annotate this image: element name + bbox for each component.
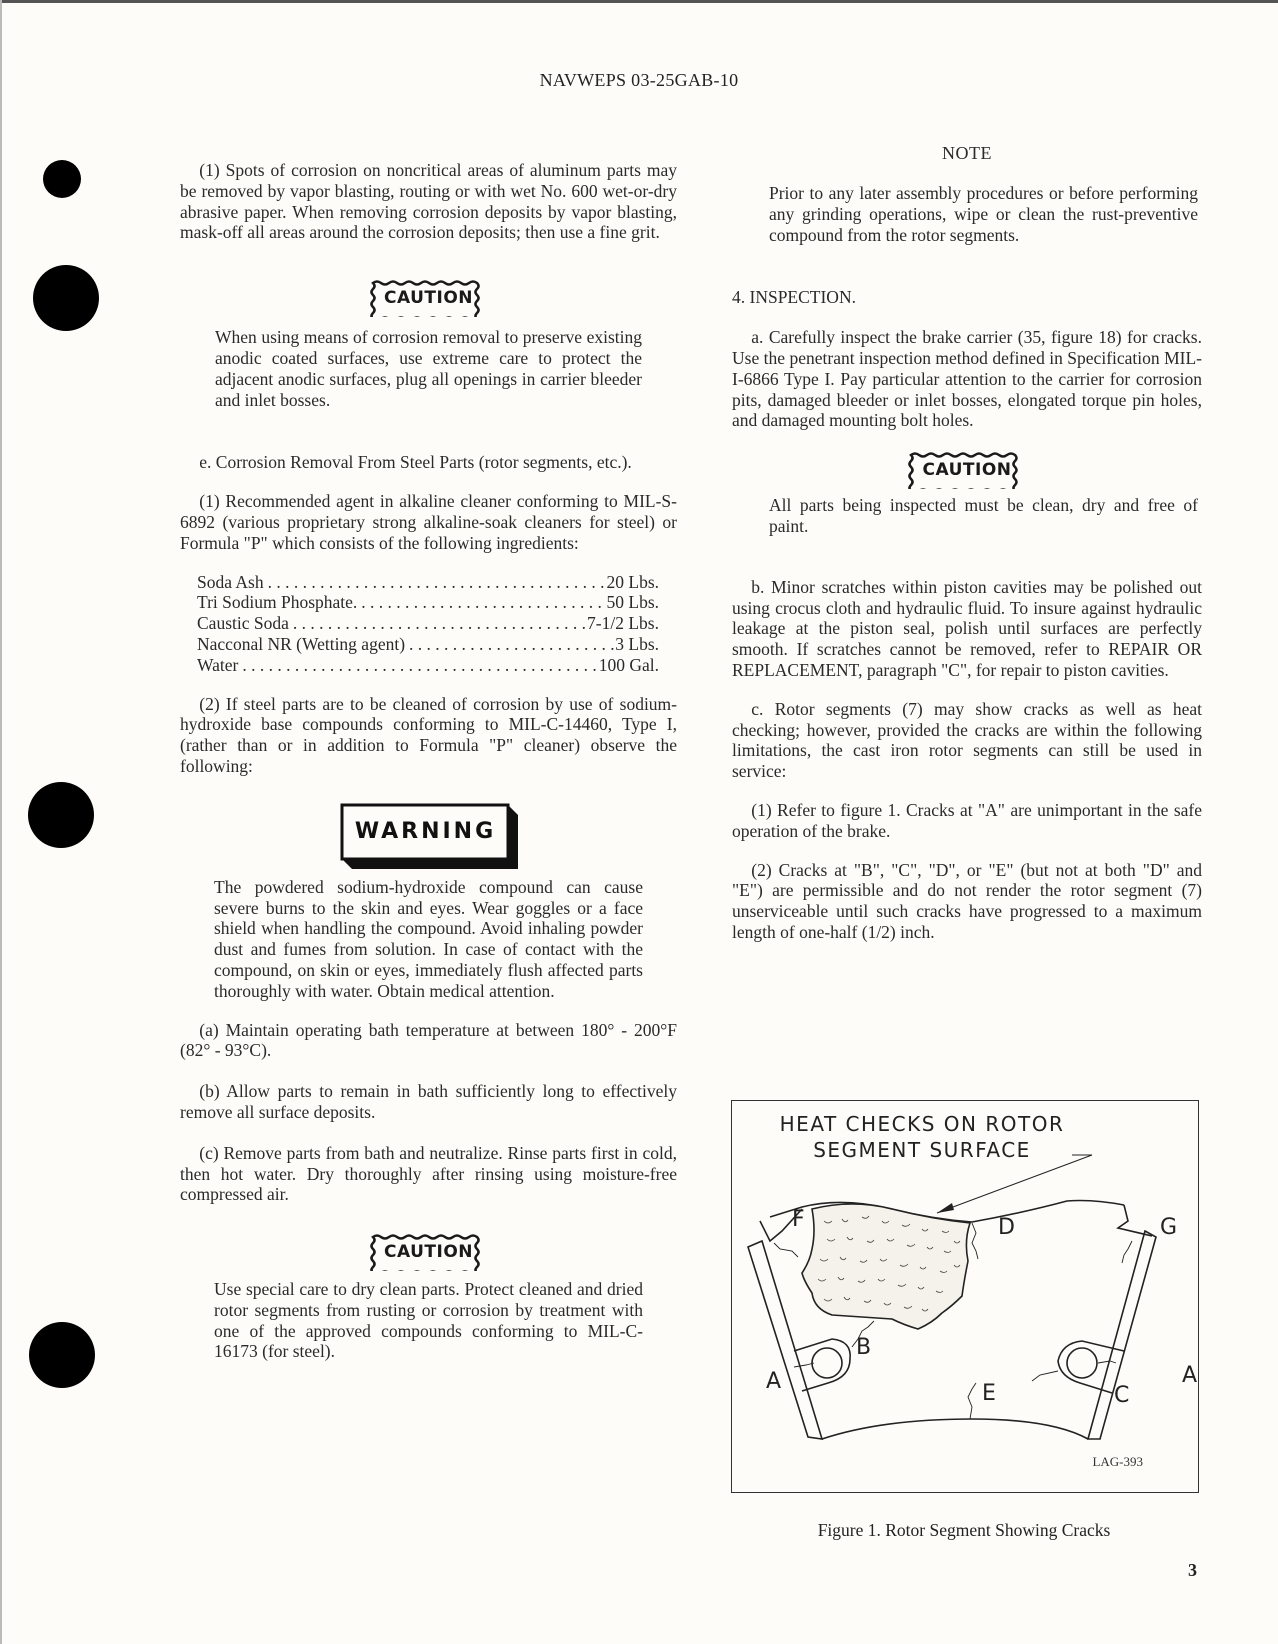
paragraph-brake-carrier: a. Carefully inspect the brake carrier (35, figure 18) for cracks. Use the penetrant inspection method defined in Specification MIL-I-6866 Type I. Pay particular attention to the carrier for corrosion pits, damaged bleeder or inlet bosses, elongated torque pin holes, and damaged mounting bolt holes. — [732, 327, 1202, 431]
caution-label: CAUTION — [383, 288, 473, 309]
rotor-segment-drawing-icon — [732, 1101, 1198, 1492]
ingredient-row: Water . . . 100 Gal. — [197, 655, 659, 676]
caution-badge — [369, 279, 489, 317]
left-column — [180, 160, 677, 1362]
caution-text-anodic: When using means of corrosion removal to preserve existing anodic coated surfaces, use extreme care to protect the adjacent anodic surfaces, plug all openings in carrier bleeder and inlet bosses. — [215, 327, 642, 410]
paragraph-cracks-a: (1) Refer to figure 1. Cracks at "A" are unimportant in the safe operation of the brake. — [732, 799, 1202, 841]
figure-label-f: F — [792, 1207, 805, 1232]
figure-label-a-right: A — [1182, 1363, 1198, 1388]
caution-badge — [907, 451, 1027, 489]
ingredient-row: Tri Sodium Phosphate. . . . 50 Lbs. — [197, 592, 659, 613]
paragraph-steel-corrosion-heading: e. Corrosion Removal From Steel Parts (rotor segments, etc.). — [199, 452, 632, 473]
caution-label: CAUTION — [922, 460, 1012, 481]
paragraph-bath-duration: (b) Allow parts to remain in bath sufficiently long to effectively remove all surface deposits. — [180, 1081, 677, 1122]
paragraph-bath-temperature: (a) Maintain operating bath temperature at between 180° - 200°F (82° - 93°C). — [180, 1019, 677, 1061]
caution-badge — [369, 1233, 489, 1271]
page-number: 3 — [1188, 1560, 1197, 1580]
figure-label-e: E — [982, 1381, 996, 1406]
binder-hole — [29, 1322, 95, 1388]
note-label: NOTE — [942, 143, 992, 163]
paragraph-piston-scratches: b. Minor scratches within piston cavities may be polished out using crocus cloth and hydraulic fluid. To insure against hydraulic leakage at the piston seal, polish until surfaces are perfectly smooth. If scratches cannot be removed, refer to REPAIR OR REPLACEMENT, paragraph "C", for repair to piston cavities. — [732, 576, 1202, 680]
right-column — [732, 143, 1202, 943]
ingredient-row: Caustic Soda . . . 7-1/2 Lbs. — [197, 613, 659, 634]
ingredient-row: Nacconal NR (Wetting agent) . . . 3 Lbs. — [197, 634, 659, 655]
binder-hole — [28, 782, 94, 848]
figure-label-d: D — [998, 1215, 1015, 1240]
caution-text-clean-parts: All parts being inspected must be clean, dry and free of paint. — [769, 495, 1198, 536]
caution-label: CAUTION — [383, 1242, 473, 1263]
scan-top-edge — [0, 0, 1278, 3]
caution-text-dry-clean: Use special care to dry clean parts. Protect cleaned and dried rotor segments from rusting or corrosion by treatment with one of the approved compounds conforming to MIL-C-16173 (for steel). — [214, 1279, 643, 1362]
figure-label-b: B — [856, 1335, 872, 1360]
figure-label-g: G — [1160, 1215, 1178, 1240]
scan-left-edge — [0, 0, 2, 1644]
paragraph-rotor-segments: c. Rotor segments (7) may show cracks as well as heat checking; however, provided the cracks are within the following limitations, the cast iron rotor segments can still be used in service: — [732, 698, 1202, 782]
figure-rotor-segment — [731, 1100, 1199, 1493]
paragraph-alkaline-cleaner: (1) Recommended agent in alkaline cleaner conforming to MIL-S-6892 (various proprietary strong alkaline-soak cleaners for steel) or Formula "P" which consists of the following ingredients: — [180, 491, 677, 553]
paragraph-cracks-bcde: (2) Cracks at "B", "C", "D", or "E" (but not at both "D" and "E") are permissible and do not render the rotor segment (7) unserviceable until such cracks have progressed to a maximum length of one-half (1/2) inch. — [732, 859, 1202, 942]
paragraph-sodium-hydroxide: (2) If steel parts are to be cleaned of corrosion by use of sodium-hydroxide base compounds conforming to MIL-C-14460, Type I, (rather than or in addition to Formula "P" cleaner) observe the following: — [180, 693, 677, 776]
section-heading-inspection: 4. INSPECTION. — [732, 287, 856, 308]
figure-caption: Figure 1. Rotor Segment Showing Cracks — [817, 1520, 1111, 1540]
figure-title: HEAT CHECKS ON ROTOR SEGMENT SURFACE — [779, 1112, 1065, 1162]
paragraph-rinse: (c) Remove parts from bath and neutralize. Rinse parts first in cold, then hot water. Dry thoroughly after rinsing using moisture-free compressed air. — [180, 1142, 677, 1205]
binder-hole — [43, 160, 81, 198]
figure-label-a-left: A — [766, 1369, 782, 1394]
ingredients-list — [180, 572, 677, 676]
note-text: Prior to any later assembly procedures or before performing any grinding operations, wipe or clean the rust-preventive compound from the rotor segments. — [769, 183, 1198, 245]
figure-label-c: C — [1114, 1383, 1130, 1408]
figure-code: LAG-393 — [1092, 1454, 1143, 1469]
warning-label: WARNING — [354, 818, 497, 844]
warning-badge — [338, 801, 520, 871]
binder-hole — [33, 265, 99, 331]
paragraph-aluminum-spots: (1) Spots of corrosion on noncritical areas of aluminum parts may be removed by vapor blasting, routing or with wet No. 600 wet-or-dry abrasive paper. When removing corrosion deposits by vapor blasting, mask-off all areas around the corrosion deposits; then use a fine grit. — [180, 160, 677, 243]
ingredient-row: Soda Ash . . . 20 Lbs. — [197, 572, 659, 593]
warning-text-sodium-hydroxide: The powdered sodium-hydroxide compound can cause severe burns to the skin and eyes. Wear goggles or a face shield when handling the compound. Avoid inhaling powder dust and fumes from solution. In case of contact with the compound, on skin or eyes, immediately flush affected parts thoroughly with water. Obtain medical attention. — [214, 876, 643, 1001]
document-number: NAVWEPS 03-25GAB-10 — [539, 70, 739, 90]
